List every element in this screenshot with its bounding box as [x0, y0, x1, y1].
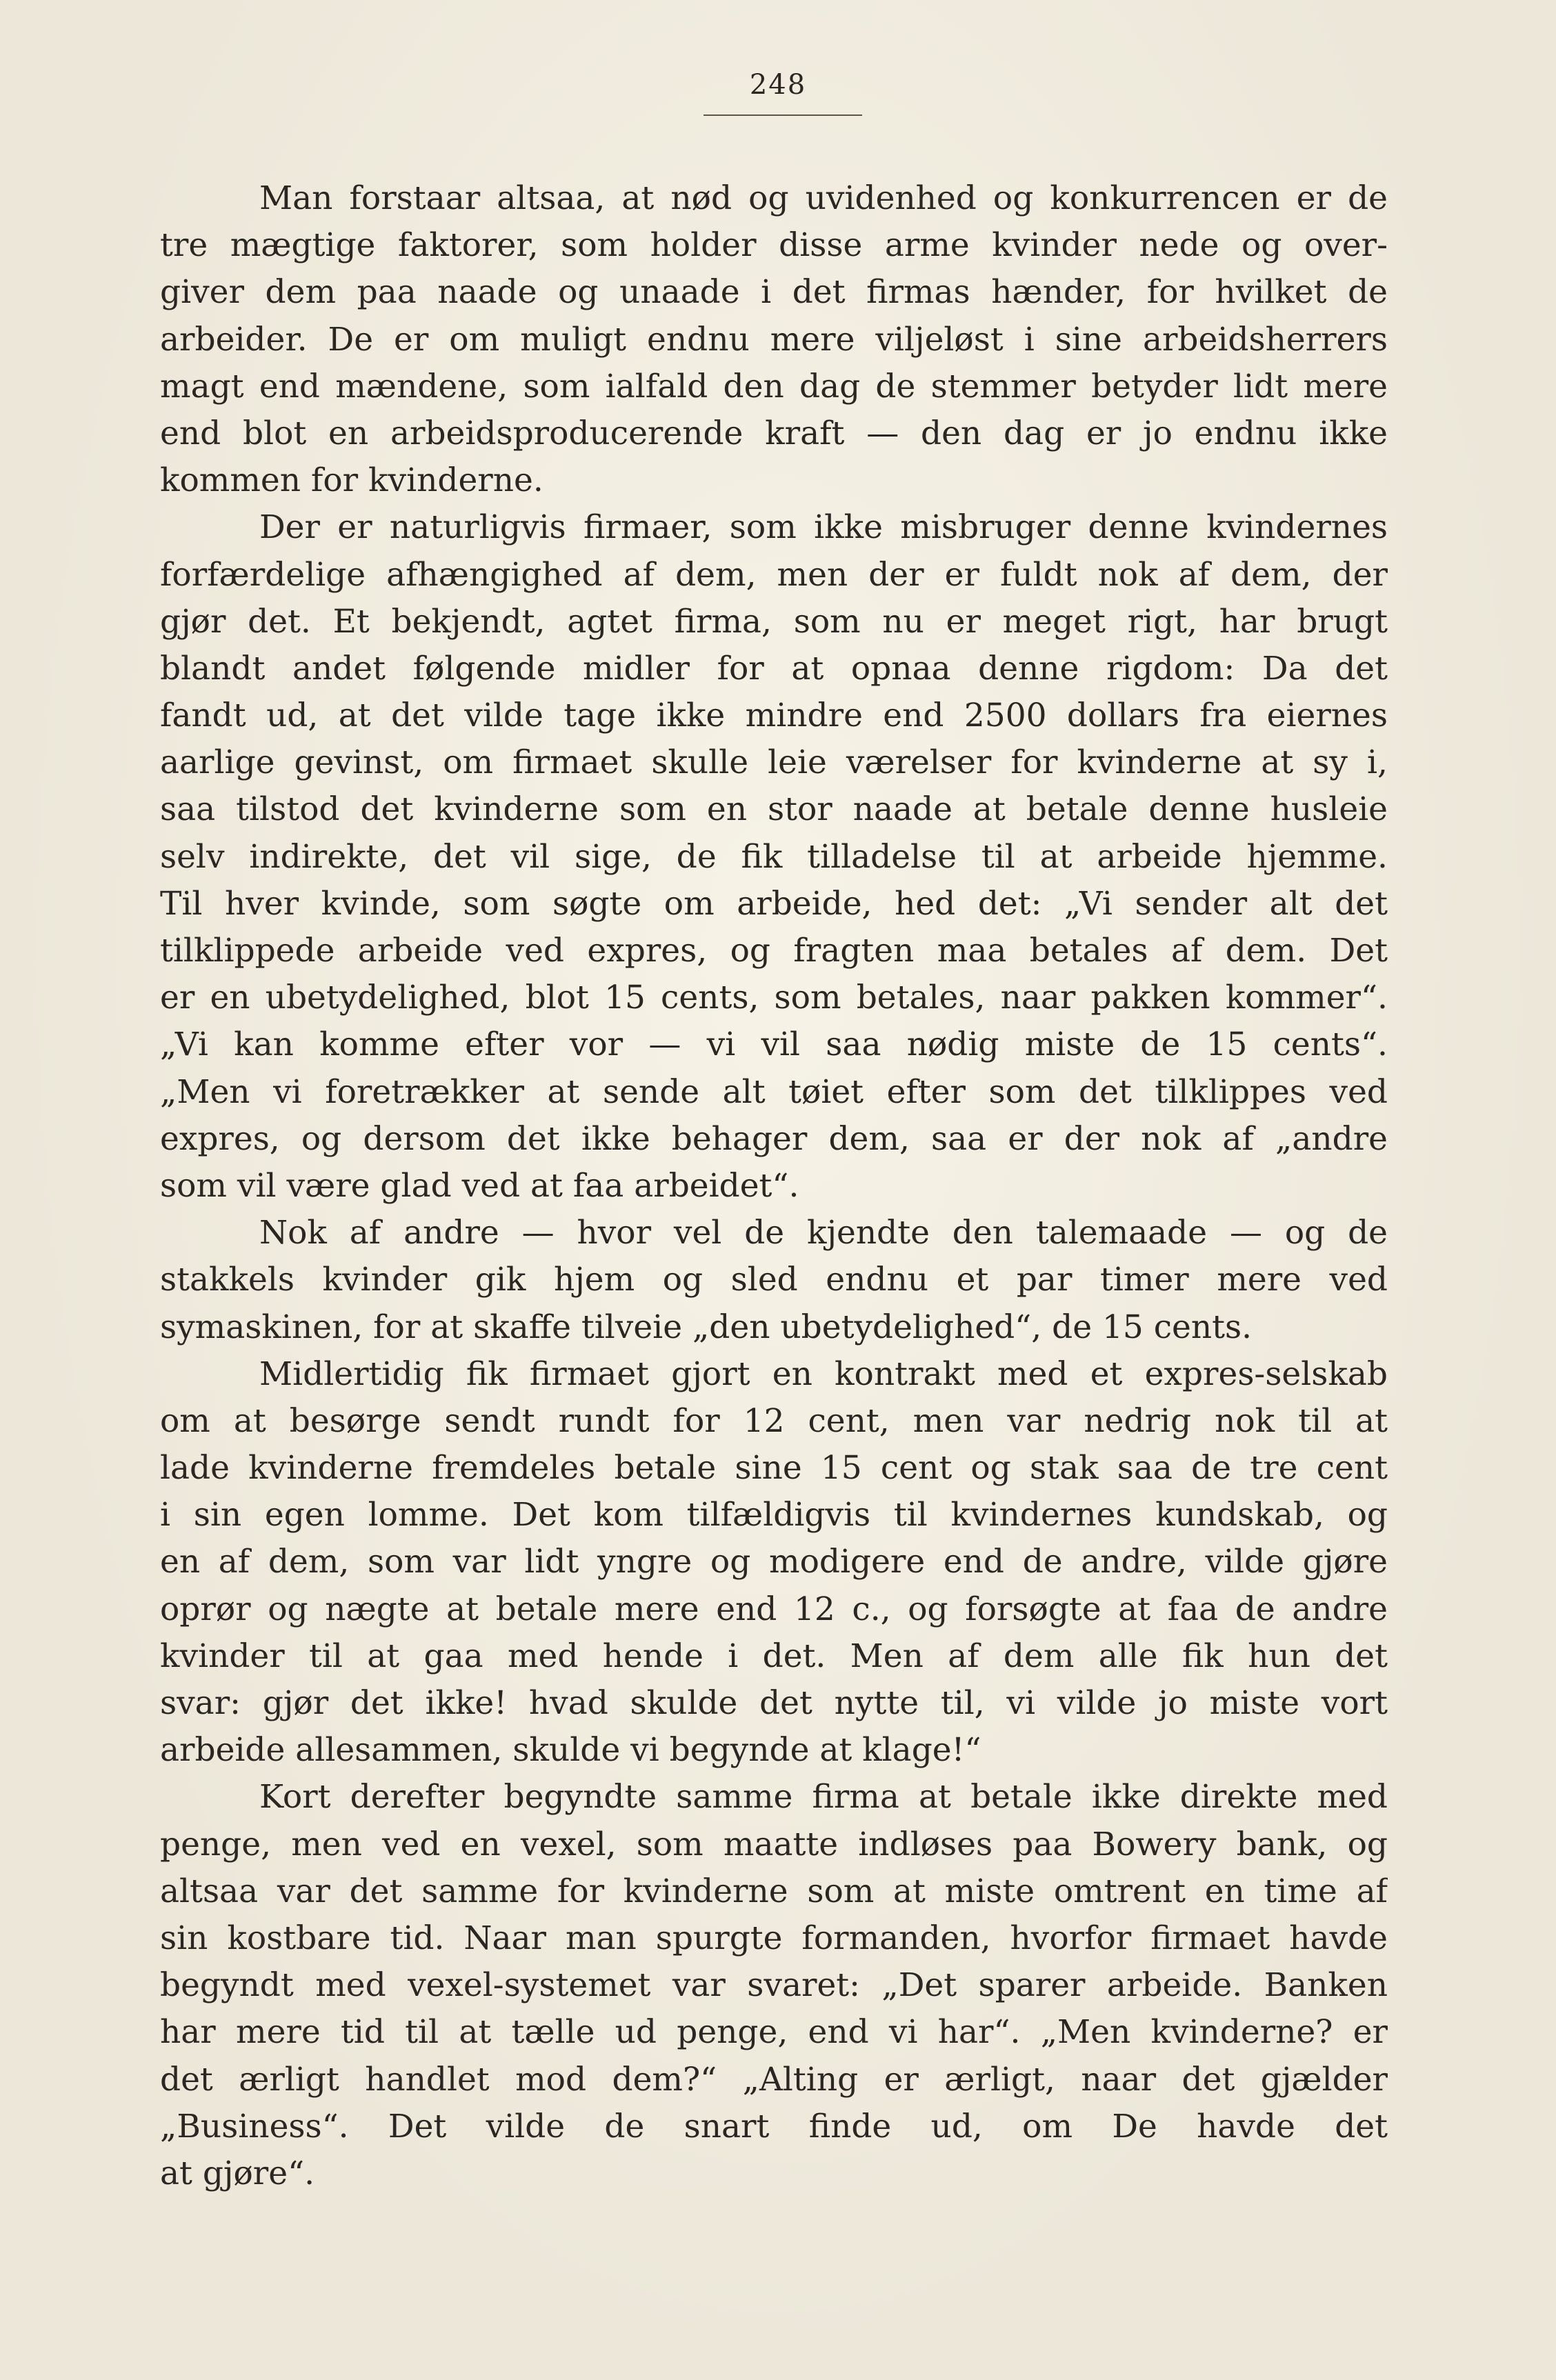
text-line: er en ubetydelighed, blot 15 cents, som betales, naar pakken kommer“.	[160, 979, 1388, 1017]
text-line: svar: gjør det ikke! hvad skulde det nytte til, vi vilde jo miste vort	[160, 1684, 1388, 1722]
text-line: kvinder til at gaa med hende i det. Men af dem alle fik hun det	[160, 1637, 1388, 1675]
text-line: stakkels kvinder gik hjem og sled endnu et par timer mere ved	[160, 1261, 1388, 1299]
text-line: tre mægtige faktorer, som holder disse arme kvinder nede og over-	[160, 226, 1388, 265]
text-line: har mere tid til at tælle ud penge, end vi har“. „Men kvinderne? er	[160, 2013, 1388, 2052]
header-rule	[704, 114, 862, 116]
text-line: Der er naturligvis firmaer, som ikke misbruger denne kvindernes	[259, 508, 1388, 547]
text-line: som vil være glad ved at faa arbeidet“.	[160, 1166, 799, 1205]
text-line: arbeide allesammen, skulde vi begynde at klage!“	[160, 1731, 981, 1770]
text-line: selv indirekte, det vil sige, de fik tilladelse til at arbeide hjemme.	[160, 837, 1388, 876]
text-line: blandt andet følgende midler for at opnaa denne rigdom: Da det	[160, 649, 1388, 688]
text-line: symaskinen, for at skaffe tilveie „den ubetydelighed“, de 15 cents.	[160, 1308, 1253, 1346]
text-line: arbeider. De er om muligt endnu mere viljeløst i sine arbeidsherrers	[160, 320, 1388, 359]
text-line: Midlertidig fik firmaet gjort en kontrakt med et expres-selskab	[259, 1354, 1388, 1393]
text-line: expres, og dersom det ikke behager dem, saa er der nok af „andre	[160, 1119, 1388, 1158]
text-line: sin kostbare tid. Naar man spurgte formanden, hvorfor firmaet havde	[160, 1919, 1388, 1957]
text-line: end blot en arbeidsproducerende kraft — den dag er jo endnu ikke	[160, 414, 1388, 452]
text-line: lade kvinderne fremdeles betale sine 15 cent og stak saa de tre cent	[160, 1449, 1388, 1488]
text-line: om at besørge sendt rundt for 12 cent, men var nedrig nok til at	[160, 1401, 1388, 1440]
text-line: „Business“. Det vilde de snart finde ud, om De havde det	[160, 2107, 1388, 2146]
paragraph	[160, 504, 1388, 1210]
text-line: Nok af andre — hvor vel de kjendte den talemaade — og de	[259, 1214, 1388, 1252]
text-line: oprør og nægte at betale mere end 12 c., og forsøgte at faa de andre	[160, 1590, 1388, 1628]
text-line: aarlige gevinst, om firmaet skulle leie værelser for kvinderne at sy i,	[160, 743, 1388, 782]
paragraph	[160, 1210, 1388, 1351]
paragraph	[160, 1351, 1388, 1774]
paragraph	[160, 175, 1388, 504]
text-line: Kort derefter begyndte samme firma at betale ikke direkte med	[259, 1778, 1388, 1817]
text-line: penge, men ved en vexel, som maatte indløses paa Bowery bank, og	[160, 1825, 1388, 1863]
body-text	[160, 175, 1388, 2197]
text-line: saa tilstod det kvinderne som en stor naade at betale denne husleie	[160, 790, 1388, 829]
text-line: at gjøre“.	[160, 2154, 315, 2192]
text-line: giver dem paa naade og unaade i det firmas hænder, for hvilket de	[160, 273, 1388, 312]
text-line: „Vi kan komme efter vor — vi vil saa nødig miste de 15 cents“.	[160, 1026, 1388, 1064]
paragraph	[160, 1774, 1388, 2197]
text-line: forfærdelige afhængighed af dem, men der er fuldt nok af dem, der	[160, 555, 1388, 594]
text-line: „Men vi foretrækker at sende alt tøiet efter som det tilklippes ved	[160, 1072, 1388, 1111]
text-line: gjør det. Et bekjendt, agtet firma, som nu er meget rigt, har brugt	[160, 602, 1388, 641]
text-line: en af dem, som var lidt yngre og modigere end de andre, vilde gjøre	[160, 1543, 1388, 1581]
text-line: fandt ud, at det vilde tage ikke mindre end 2500 dollars fra eiernes	[160, 697, 1388, 735]
text-line: Man forstaar altsaa, at nød og uvidenhed og konkurrencen er de	[259, 179, 1388, 217]
text-line: det ærligt handlet mod dem?“ „Alting er ærligt, naar det gjælder	[160, 2060, 1388, 2099]
text-line: kommen for kvinderne.	[160, 461, 543, 500]
text-line: magt end mændene, som ialfald den dag de stemmer betyder lidt mere	[160, 367, 1388, 406]
text-line: altsaa var det samme for kvinderne som at miste omtrent en time af	[160, 1872, 1388, 1910]
page-number: 248	[749, 69, 807, 101]
text-line: Til hver kvinde, som søgte om arbeide, hed det: „Vi sender alt det	[160, 884, 1388, 923]
text-line: i sin egen lomme. Det kom tilfældigvis til kvindernes kundskab, og	[160, 1496, 1388, 1534]
text-line: begyndt med vexel-systemet var svaret: „Det sparer arbeide. Banken	[160, 1966, 1388, 2005]
text-line: tilklippede arbeide ved expres, og fragten maa betales af dem. Det	[160, 932, 1388, 970]
